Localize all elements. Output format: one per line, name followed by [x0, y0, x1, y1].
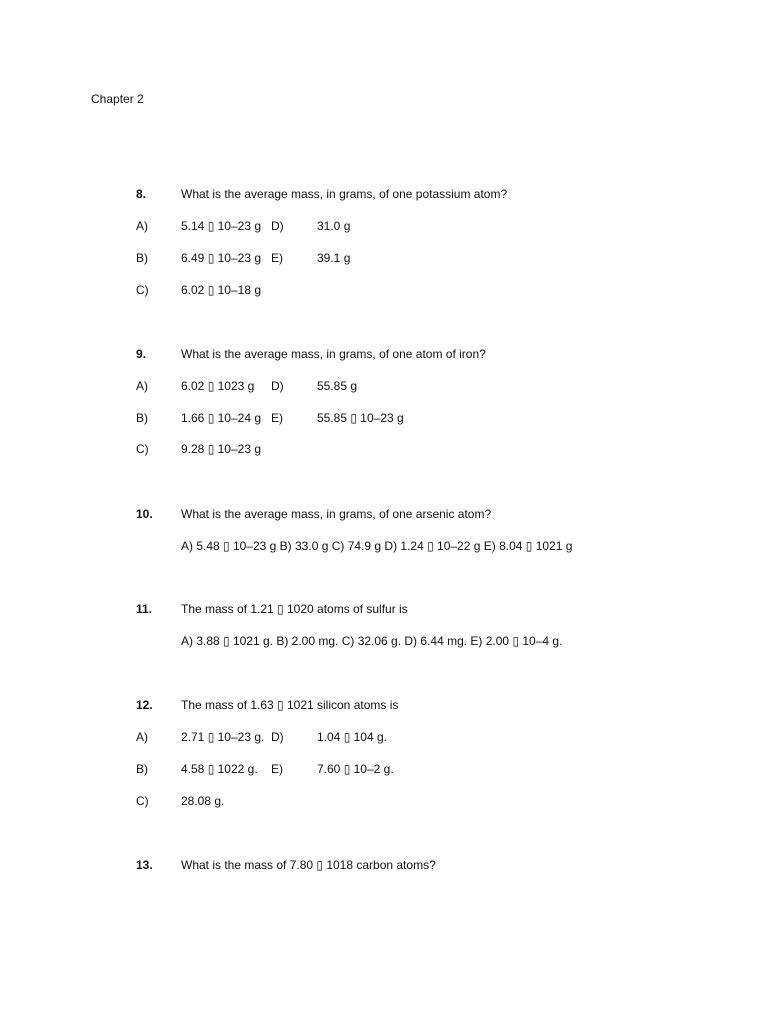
- question-12-text: The mass of 1.63 ▯ 1021 silicon atoms is: [181, 698, 399, 712]
- question-11-text: The mass of 1.21 ▯ 1020 atoms of sulfur is: [181, 602, 408, 616]
- q12-option-b-label: B): [136, 762, 148, 776]
- q9-option-a: 6.02 ▯ 1023 g: [181, 379, 255, 393]
- q9-option-c-label: C): [136, 442, 149, 456]
- q9-option-e: 55.85 ▯ 10–23 g: [317, 411, 404, 425]
- q12-option-d-label: D): [271, 730, 284, 744]
- q12-option-d: 1.04 ▯ 104 g.: [317, 730, 387, 744]
- q9-option-b: 1.66 ▯ 10–24 g: [181, 411, 262, 425]
- q10-options: A) 5.48 ▯ 10–23 g B) 33.0 g C) 74.9 g D) 1.24 ▯ 10–22 g E) 8.04 ▯ 1021 g: [181, 539, 573, 553]
- q9-option-d: 55.85 g: [317, 379, 358, 393]
- question-10-text: What is the average mass, in grams, of one arsenic atom?: [181, 507, 492, 521]
- question-9-number: 9.: [136, 347, 147, 361]
- q8-option-e-label: E): [271, 251, 283, 265]
- q8-option-d-label: D): [271, 219, 284, 233]
- q9-option-b-label: B): [136, 411, 148, 425]
- q12-option-c: 28.08 g.: [181, 794, 225, 808]
- q12-option-a: 2.71 ▯ 10–23 g.: [181, 730, 265, 744]
- q9-option-d-label: D): [271, 379, 284, 393]
- question-9-text: What is the average mass, in grams, of one atom of iron?: [181, 347, 486, 361]
- question-11-number: 11.: [136, 602, 153, 616]
- question-13-text: What is the mass of 7.80 ▯ 1018 carbon atoms?: [181, 858, 436, 872]
- q8-option-c: 6.02 ▯ 10–18 g: [181, 283, 262, 297]
- question-10-number: 10.: [136, 507, 153, 521]
- q8-option-a: 5.14 ▯ 10–23 g: [181, 219, 262, 233]
- q9-option-c: 9.28 ▯ 10–23 g: [181, 442, 262, 456]
- q12-option-e-label: E): [271, 762, 283, 776]
- q11-options: A) 3.88 ▯ 1021 g. B) 2.00 mg. C) 32.06 g. D) 6.44 mg. E) 2.00 ▯ 10–4 g.: [181, 634, 563, 648]
- q12-option-c-label: C): [136, 794, 149, 808]
- q8-option-e: 39.1 g: [317, 251, 351, 265]
- q12-option-b: 4.58 ▯ 1022 g.: [181, 762, 258, 776]
- question-13-number: 13.: [136, 858, 153, 872]
- q8-option-c-label: C): [136, 283, 149, 297]
- q8-option-b-label: B): [136, 251, 148, 265]
- question-8-number: 8.: [136, 187, 147, 201]
- q12-option-a-label: A): [136, 730, 148, 744]
- chapter-heading: Chapter 2: [91, 92, 144, 106]
- q8-option-b: 6.49 ▯ 10–23 g: [181, 251, 262, 265]
- q9-option-e-label: E): [271, 411, 283, 425]
- question-8-text: What is the average mass, in grams, of one potassium atom?: [181, 187, 508, 201]
- question-12-number: 12.: [136, 698, 153, 712]
- q8-option-a-label: A): [136, 219, 148, 233]
- q8-option-d: 31.0 g: [317, 219, 351, 233]
- q9-option-a-label: A): [136, 379, 148, 393]
- q12-option-e: 7.60 ▯ 10–2 g.: [317, 762, 394, 776]
